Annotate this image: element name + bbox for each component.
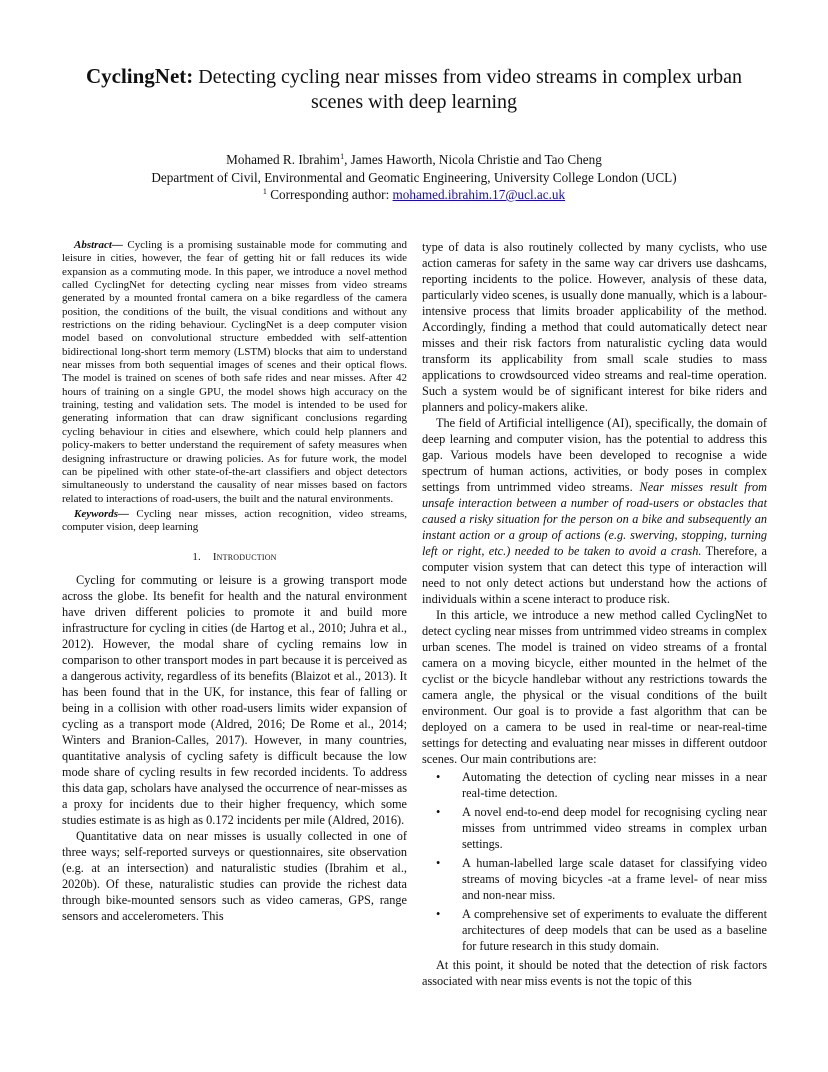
list-item <box>422 855 767 903</box>
keywords-label: Keywords— <box>74 507 129 520</box>
list-item-text: A human-labelled large scale dataset for classifying video streams of moving bicycles -at a frame level- of near miss and non-near miss. <box>462 856 767 902</box>
paragraph: Quantitative data on near misses is usually collected in one of three ways; self-reported surveys or questionnaires, site observation (e.g. at an intersection) and naturalistic studies (Ibrahim et al., 2020b). Of these, naturalistic studies can provide the richest data through bike-mounted sensors such as video cameras, GPS, range sensors and accelerometers. This <box>62 828 407 923</box>
bullet-icon: • <box>436 907 441 921</box>
list-item <box>422 906 767 954</box>
paragraph <box>422 415 767 607</box>
author-names <box>60 151 768 169</box>
paragraph-text: Therefore, a computer vision system that can detect this type of interaction will need to not only detect actions but understand how the actions of individuals within a scene interact to produce risk. <box>422 544 767 606</box>
section-number: 1. <box>192 550 201 563</box>
paragraph: At this point, it should be noted that the detection of risk factors associated with near miss events is not the topic of this <box>422 958 767 988</box>
keywords-text: Cycling near misses, action recognition, video streams, computer vision, deep learning <box>62 507 407 534</box>
paragraph-text: The field of Artificial intelligence (AI), specifically, the domain of deep learning and computer vision, has the potential to address this gap. Various models have been developed to recognise a wide spectrum of human actions, activities, or body poses in complex settings from untrimmed video streams. <box>422 416 767 494</box>
list-item-text: A comprehensive set of experiments to evaluate the different architectures of deep models that can be used as a baseline for future research in this study domain. <box>462 907 767 953</box>
section-title: Introduction <box>212 550 277 563</box>
author-block <box>60 151 768 204</box>
title-bold: CyclingNet: <box>85 64 194 88</box>
right-column <box>422 239 767 989</box>
keywords <box>62 508 407 535</box>
abstract-text: Cycling is a promising sustainable mode for commuting and leisure in cities, however, the fear of getting hit or fall reduces its wide expansion as a commuting mode. In this paper, we introduce a novel method called CyclingNet for detecting cycling near misses from video streams generated by a mounted frontal camera on a bike regardless of the camera position, the conditions of the built, the visual conditions and without any restrictions on the riding behaviour. CyclingNet is a deep computer vision model based on convolutional structure embedded with self-attention bidirectional long-short term memory (LSTM) blocks that aim to understand near misses from both sequential images of scenes and their optical flows. The model is trained on scenes of both safe rides and near misses. After 42 hours of training on a single GPU, the model shows high accuracy on the training, testing and validation sets. The model is intended to be used for generating information that can draw significant conclusions regarding cycling behaviour in cities and elsewhere, which could help planners and policy-makers to better understand the requirement of safety measures when designing infrastructure or drawing policies. As for future work, the model can be pipelined with other state-of-the-art classifiers and object detectors simultaneously to understand the causality of near misses based on factors related to interactions of road-users, the built and the natural environments. <box>62 239 407 505</box>
list-item <box>422 769 767 801</box>
paragraph: type of data is also routinely collected by many cyclists, who use action cameras for safety in the same way car drivers use dashcams, reporting incidents to the police. However, analysis of these data, particularly video scenes, is usually done manually, which is a labour-intensive process that limits broader applicability of the method. Accordingly, finding a method that could automatically detect near misses and their risk factors from naturalistic cycling data would transform its applicability from small scale studies to mass applications to crowdsourced video streams and real-time operation. Such a system would be of significant interest for bike riders and planners and policy-makers alike. <box>422 240 767 414</box>
list-item-text: A novel end-to-end deep model for recognising cycling near misses from untrimmed video streams in complex urban settings. <box>462 805 767 851</box>
near-miss-definition: Near misses result from unsafe interaction between a number of road-users or obstacles that caused a risky situation for the person on a bike and subsequently an instant action or a group of actions (e.g. swerving, stopping, turning left or right, etc.) needed to be taken to avoid a crash. <box>422 480 767 558</box>
author-sup: 1 <box>340 152 345 161</box>
email-link[interactable]: mohamed.ibrahim.17@ucl.ac.uk <box>392 187 566 202</box>
author-rest: , James Haworth, Nicola Christie and Tao Cheng <box>344 152 602 167</box>
corr-label: Corresponding author: <box>266 187 393 202</box>
paragraph: Cycling for commuting or leisure is a growing transport mode across the globe. Its benefit for health and the natural environment have driven different policies to promote it and build more infrastructure for cycling in cities (de Hartog et al., 2010; Juhra et al., 2012). However, the modal share of cycling remains low in comparison to other transport modes in part because it is perceived as a dangerous activity, regardless of its benefits (Blaizot et al., 2013). It has been found that in the UK, for instance, this fear of falling or being in a collision with other road-users limits wider expansion of cycling as a transport mode (Aldred, 2016; De Rome et al., 2014; Winters and Branion-Calles, 2017). However, in many countries, quantitative analysis of cycling safety is difficult because the low mode share of cycling results in few recorded incidents. To address this data gap, scholars have analysed the occurrence of near-misses as a proxy for incidents due to their higher frequency, which some studies estimate is as high as 0.172 incidents per mile (Aldred, 2016). <box>62 572 407 827</box>
list-item-text: Automating the detection of cycling near misses in a near real-time detection. <box>462 770 767 800</box>
left-column <box>62 239 407 924</box>
corr-sup: 1 <box>262 187 267 196</box>
contributions-list <box>422 769 767 954</box>
affiliation: Department of Civil, Environmental and Geomatic Engineering, University College London (UCL) <box>151 169 677 185</box>
corresponding-author <box>60 186 768 204</box>
paragraph: In this article, we introduce a new method called CyclingNet to detect cycling near misses from untrimmed video streams in complex urban scenes. The model is trained on video streams of a frontal camera on a moving bicycle, either mounted in the helmet of the cyclist or the bicycle handlebar without any restrictions towards the camera angle, the physical or the visual conditions of the built environment. Our goal is to provide a fast algorithm that can be deployed on a camera to be used in real-time or near-real-time settings for detecting and evaluating near misses in different outdoor scenes. Our main contributions are: <box>422 608 767 766</box>
paper-title <box>60 64 768 115</box>
bullet-icon: • <box>436 770 441 784</box>
section-heading-introduction <box>62 551 407 564</box>
author-first: Mohamed R. Ibrahim <box>226 152 341 167</box>
title-rest: Detecting cycling near misses from video streams in complex urban scenes with deep learning <box>193 66 743 113</box>
abstract <box>62 239 407 506</box>
abstract-label: Abstract— <box>74 239 123 251</box>
bullet-icon: • <box>436 856 441 870</box>
bullet-icon: • <box>436 805 441 819</box>
list-item <box>422 804 767 852</box>
